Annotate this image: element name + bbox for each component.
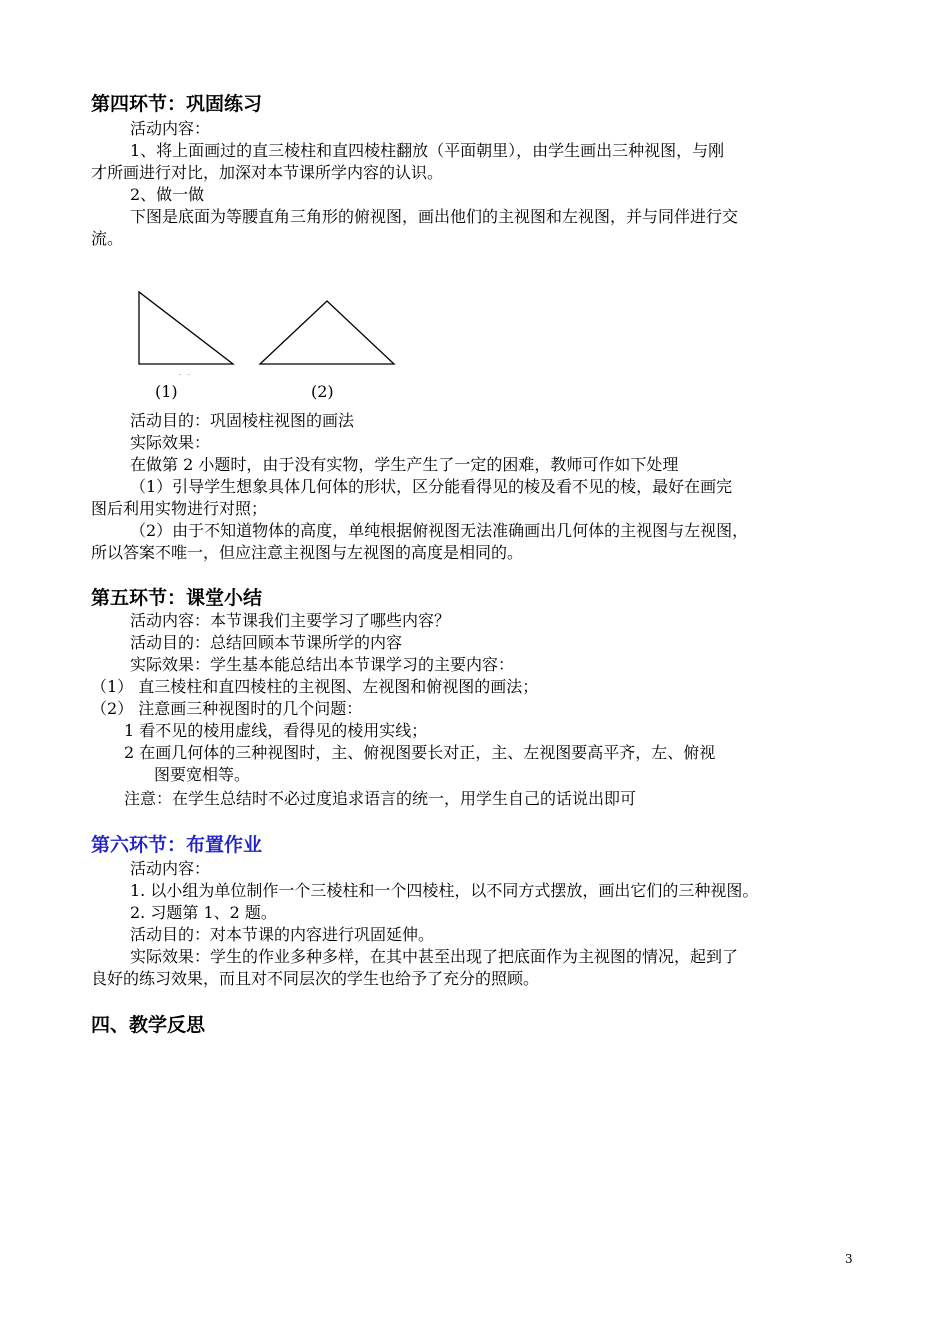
isosceles-triangle-figure-2 [260,301,394,364]
section-6-title: 第六环节：布置作业 [91,834,263,856]
s4-line: 1、将上面画过的直三棱柱和直四棱柱翻放（平面朝里），由学生画出三种视图，与刚 [130,141,725,160]
s4-line: 图后利用实物进行对照； [91,499,268,518]
s5-line: 活动内容：本节课我们主要学习了哪些内容？ [130,611,451,630]
s5-line: （1） 直三棱柱和直四棱柱的主视图、左视图和俯视图的画法； [91,677,539,696]
svg-text:.: . [179,370,181,377]
section-7-title: 四、教学反思 [91,1014,206,1036]
s4-line: 所以答案不唯一，但应注意主视图与左视图的高度是相同的。 [91,543,524,562]
s5-line: 活动目的：总结回顾本节课所学的内容 [130,633,403,652]
s6-line: 实际效果：学生的作业多种多样，在其中甚至出现了把底面作为主视图的情况，起到了 [130,947,739,966]
s6-line: 活动内容： [130,859,211,878]
s6-line: 1. 以小组为单位制作一个三棱柱和一个四棱柱，以不同方式摆放，画出它们的三种视图。 [130,881,759,900]
s5-line: （2） 注意画三种视图时的几个问题： [91,699,363,718]
s4-line: 活动目的：巩固棱柱视图的画法 [130,411,355,430]
s4-line: 在做第 2 小题时，由于没有实物，学生产生了一定的困难，教师可作如下处理 [130,455,679,474]
s4-line: 下图是底面为等腰直角三角形的俯视图，画出他们的主视图和左视图，并与同伴进行交 [130,207,739,226]
s6-line: 活动目的：对本节课的内容进行巩固延伸。 [130,925,435,944]
figure-2-label: (2) [311,382,334,401]
s4-line: 才所画进行对比，加深对本节课所学内容的认识。 [91,163,444,182]
s6-line: 良好的练习效果，而且对不同层次的学生也给予了充分的照顾。 [91,969,540,988]
svg-text:.: . [188,370,190,377]
s5-line: 图要宽相等。 [154,765,251,784]
s4-activity-content-label: 活动内容： [130,119,211,138]
figure-1-label: (1) [155,382,178,401]
section-5-title: 第五环节：课堂小结 [91,587,263,609]
s4-line: 流。 [91,229,124,248]
section-4-title: 第四环节：巩固练习 [91,93,263,115]
s4-line: 2、做一做 [130,185,205,204]
s4-line: （1）引导学生想象具体几何体的形状，区分能看得见的棱及看不见的棱，最好在画完 [130,477,733,496]
right-triangle-figure-1 [139,292,233,364]
s5-line: 注意：在学生总结时不必过度追求语言的统一，用学生自己的话说出即可 [124,789,637,808]
s5-line: 1 看不见的棱用虚线，看得见的棱用实线； [124,721,428,740]
s5-line: 实际效果：学生基本能总结出本节课学习的主要内容： [130,655,515,674]
s4-line: 实际效果： [130,433,211,452]
s4-line: （2）由于不知道物体的高度，单纯根据俯视图无法准确画出几何体的主视图与左视图， [130,521,749,540]
s6-line: 2. 习题第 1、2 题。 [130,903,277,922]
s5-line: 2 在画几何体的三种视图时，主、俯视图要长对正，主、左视图要高平齐，左、俯视 [124,743,716,762]
page-number: 3 [845,1252,853,1266]
